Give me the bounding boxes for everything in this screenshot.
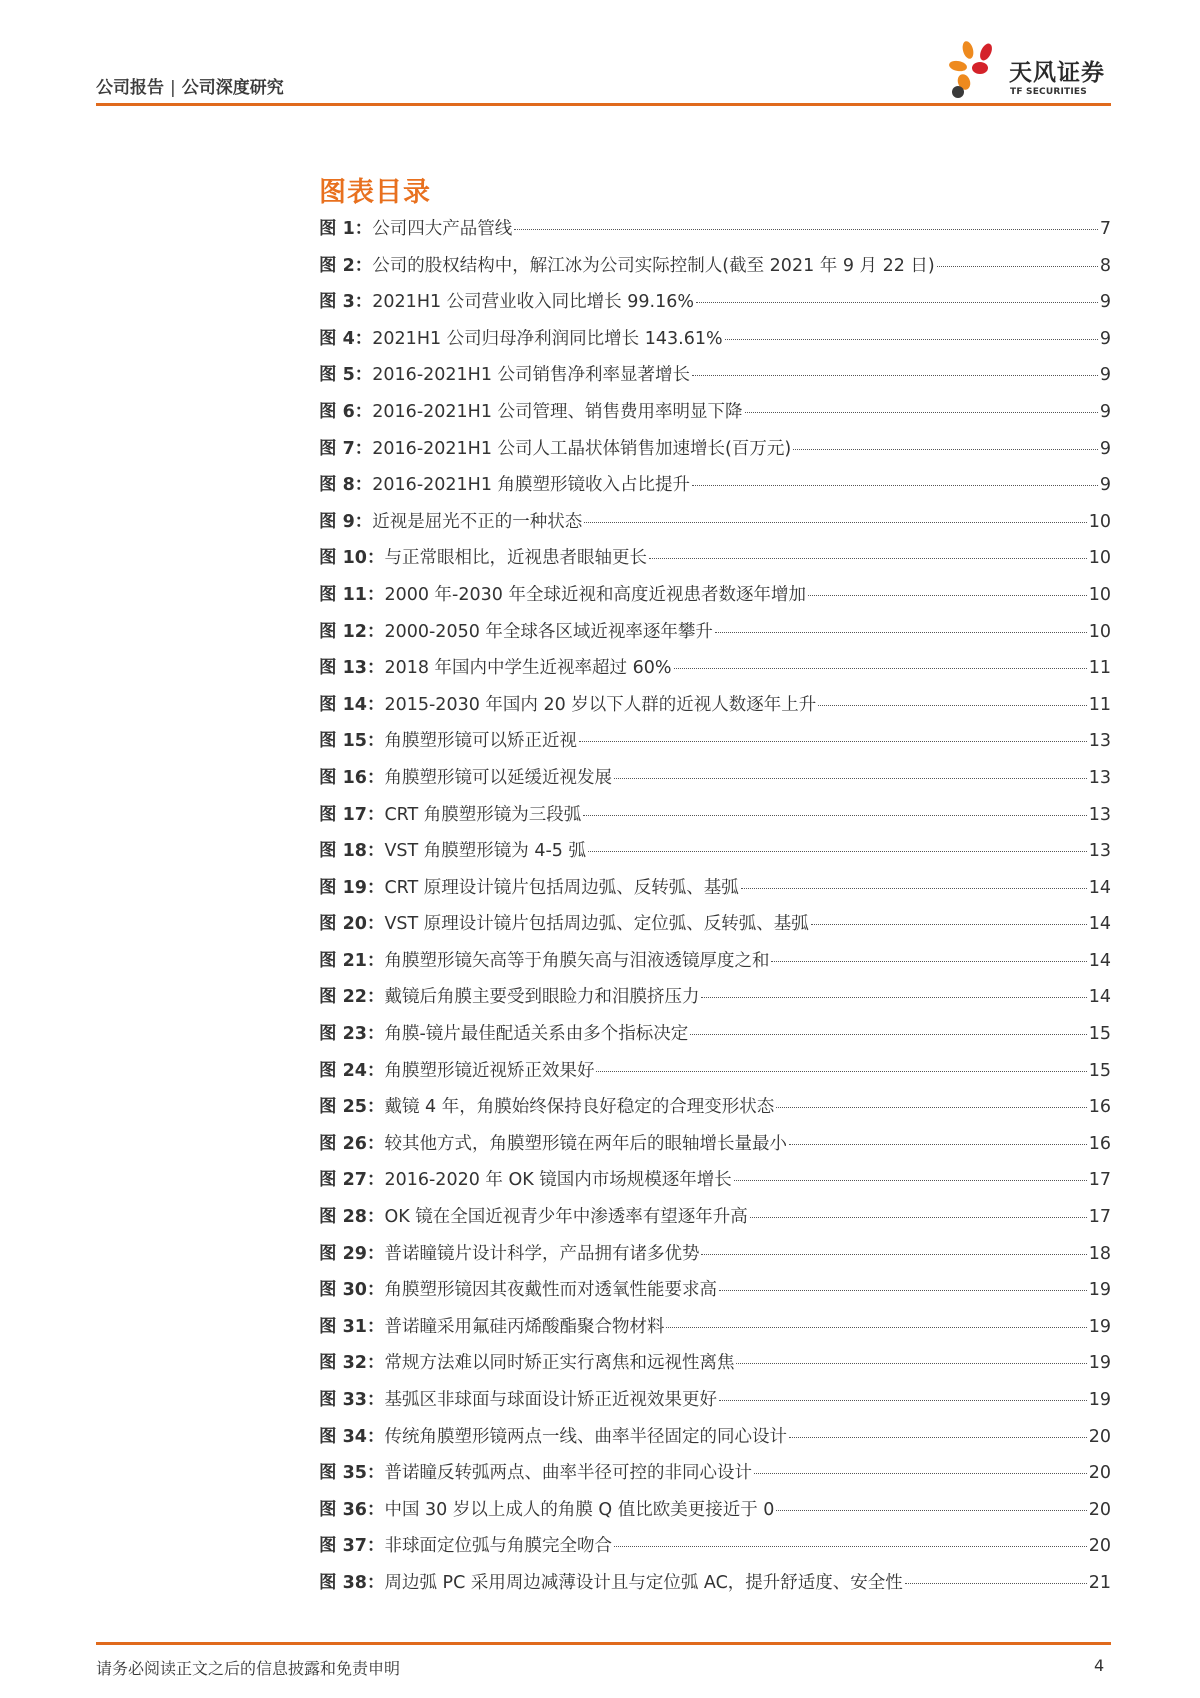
toc-entry[interactable] [319, 361, 1111, 398]
toc-entry-label: 图 20： [319, 914, 385, 935]
footer-divider [96, 1642, 1111, 1645]
toc-entry-page: 21 [1088, 1572, 1111, 1593]
toc-entry-page: 20 [1088, 1499, 1111, 1520]
toc-entry[interactable] [319, 1386, 1111, 1423]
toc-entry-page: 14 [1088, 877, 1111, 898]
toc-entry-title [319, 764, 612, 789]
toc-entry-page: 9 [1099, 438, 1111, 459]
toc-entry[interactable] [319, 1240, 1111, 1277]
toc-leader-dots [741, 888, 1087, 889]
toc-entry-title [319, 1569, 903, 1594]
toc-leader-dots [771, 961, 1086, 962]
toc-entry-text: 角膜塑形镜可以延缓近视发展 [384, 767, 612, 788]
toc-entry[interactable] [319, 837, 1111, 874]
toc-entry-page: 16 [1088, 1097, 1111, 1118]
toc-entry-title [319, 1093, 774, 1118]
toc-entry-page: 11 [1088, 694, 1111, 715]
toc-entry-page: 15 [1088, 1060, 1111, 1081]
toc-entry-page: 13 [1088, 804, 1111, 825]
toc-leader-dots [776, 1107, 1087, 1108]
toc-entry-title [319, 1166, 732, 1191]
toc-entry[interactable] [319, 1166, 1111, 1203]
toc-entry-title [319, 544, 647, 569]
toc-entry-label: 图 17： [319, 804, 385, 825]
toc-entry-page: 10 [1088, 621, 1111, 642]
toc-entry[interactable] [319, 947, 1111, 984]
toc-entry[interactable] [319, 801, 1111, 838]
toc-leader-dots [754, 1473, 1087, 1474]
toc-entry-text: 2015-2030 年国内 20 岁以下人群的近视人数逐年上升 [384, 694, 817, 715]
toc-entry-title [319, 1459, 752, 1484]
toc-entry[interactable] [319, 691, 1111, 728]
toc-entry-text: 较其他方式，角膜塑形镜在两年后的眼轴增长量最小 [384, 1133, 787, 1154]
toc-entry-label: 图 24： [319, 1060, 385, 1081]
toc-leader-dots [579, 741, 1087, 742]
toc-entry[interactable] [319, 1569, 1111, 1606]
toc-leader-dots [692, 485, 1098, 486]
toc-leader-dots [715, 632, 1087, 633]
toc-entry-text: 公司的股权结构中，解江冰为公司实际控制人(截至 2021 年 9 月 22 日) [372, 255, 935, 276]
toc-entry-text: 2016-2020 年 OK 镜国内市场规模逐年增长 [384, 1170, 732, 1191]
toc-entry-label: 图 13： [319, 658, 385, 679]
toc-leader-dots [696, 302, 1098, 303]
toc-entry-text: 角膜塑形镜矢高等于角膜矢高与泪液透镜厚度之和 [384, 950, 770, 971]
toc-entry-text: 传统角膜塑形镜两点一线、曲率半径固定的同心设计 [384, 1426, 787, 1447]
toc-entry-page: 20 [1088, 1463, 1111, 1484]
toc-entry-text: 2000-2050 年全球各区域近视率逐年攀升 [384, 621, 713, 642]
toc-entry-text: 中国 30 岁以上成人的角膜 Q 值比欧美更接近于 0 [384, 1499, 775, 1520]
toc-entry[interactable] [319, 1532, 1111, 1569]
toc-entry-label: 图 19： [319, 877, 385, 898]
toc-entry-text: 角膜塑形镜因其夜戴性而对透氧性能要求高 [384, 1280, 717, 1301]
toc-leader-dots [583, 815, 1086, 816]
toc-entry-label: 图 15： [319, 731, 385, 752]
report-subsection: 公司深度研究 [181, 78, 284, 98]
toc-entry-label: 图 9： [319, 511, 373, 532]
toc-entry-title [319, 215, 512, 240]
toc-entry-page: 11 [1088, 658, 1111, 679]
toc-entry[interactable] [319, 727, 1111, 764]
toc-entry-text: CRT 原理设计镜片包括周边弧、反转弧、基弧 [384, 877, 739, 898]
toc-entry-page: 9 [1099, 401, 1111, 422]
toc-entry[interactable] [319, 252, 1111, 289]
toc-entry-text: 2021H1 公司营业收入同比增长 99.16% [372, 292, 694, 313]
toc-entry-text: 2016-2021H1 公司销售净利率显著增长 [372, 365, 691, 386]
toc-entry-text: 2016-2021H1 公司管理、销售费用率明显下降 [372, 401, 743, 422]
toc-entry[interactable] [319, 1423, 1111, 1460]
toc-entry-text: 周边弧 PC 采用周边减薄设计且与定位弧 AC，提升舒适度、安全性 [384, 1572, 903, 1593]
toc-leader-dots [614, 1546, 1087, 1547]
toc-entry-title [319, 252, 935, 277]
toc-leader-dots [614, 778, 1087, 779]
toc-entry-page: 13 [1088, 731, 1111, 752]
toc-entry-title [319, 1496, 774, 1521]
toc-entry[interactable] [319, 1093, 1111, 1130]
toc-entry-title [319, 654, 672, 679]
toc-entry-text: 公司四大产品管线 [372, 219, 513, 239]
toc-entry-label: 图 1： [319, 219, 373, 239]
toc-entry[interactable] [319, 581, 1111, 618]
header-separator: | [170, 78, 176, 98]
toc-entry-text: 角膜-镜片最佳配适关系由多个指标决定 [384, 1024, 689, 1045]
toc-leader-dots [701, 997, 1086, 998]
toc-entry-title [319, 1386, 717, 1411]
toc-entry-label: 图 29： [319, 1243, 385, 1264]
toc-leader-dots [905, 1583, 1087, 1584]
toc-entry-text: VST 角膜塑形镜为 4-5 弧 [384, 841, 586, 862]
toc-leader-dots [701, 1254, 1086, 1255]
toc-entry-text: 2016-2021H1 角膜塑形镜收入占比提升 [372, 475, 691, 496]
toc-entry[interactable] [319, 544, 1111, 581]
toc-entry-page: 10 [1088, 584, 1111, 605]
toc-entry-page: 9 [1099, 328, 1111, 349]
toc-entry-page: 17 [1088, 1170, 1111, 1191]
toc-entry[interactable] [319, 1313, 1111, 1350]
toc-leader-dots [745, 412, 1098, 413]
toc-leader-dots [725, 339, 1098, 340]
toc-entry-title [319, 1130, 787, 1155]
toc-leader-dots [719, 1290, 1087, 1291]
toc-entry-title [319, 398, 743, 423]
toc-entry[interactable] [319, 508, 1111, 545]
toc-entry-title [319, 910, 809, 935]
toc-leader-dots [793, 449, 1098, 450]
toc-leader-dots [734, 1180, 1087, 1181]
toc-entry-title [319, 1057, 594, 1082]
toc-entry-title [319, 727, 577, 752]
toc-entry[interactable] [319, 1496, 1111, 1533]
toc-entry-label: 图 21： [319, 950, 385, 971]
toc-entry-title [319, 581, 806, 606]
toc-entry-label: 图 4： [319, 328, 373, 349]
toc-entry-title [319, 983, 699, 1008]
toc-entry-page: 10 [1088, 548, 1111, 569]
toc-entry-page: 18 [1088, 1243, 1111, 1264]
toc-leader-dots [808, 595, 1087, 596]
toc-entry-title [319, 1276, 717, 1301]
toc-entry[interactable] [319, 618, 1111, 655]
toc-entry-title [319, 471, 690, 496]
toc-entry-label: 图 26： [319, 1133, 385, 1154]
toc-entry-title [319, 325, 723, 350]
toc-entry[interactable] [319, 654, 1111, 691]
toc-entry-page: 8 [1099, 255, 1111, 276]
toc-entry-label: 图 33： [319, 1390, 385, 1410]
toc-entry-text: 角膜塑形镜近视矫正效果好 [384, 1060, 595, 1081]
toc-entry-title [319, 801, 581, 826]
toc-entry-page: 20 [1088, 1536, 1111, 1557]
toc-entry-page: 15 [1088, 1024, 1111, 1045]
toc-entry-text: 非球面定位弧与角膜完全吻合 [384, 1536, 612, 1557]
toc-entry-title [319, 947, 769, 972]
toc-entry-label: 图 10： [319, 548, 385, 569]
toc-entry[interactable] [319, 1203, 1111, 1240]
toc-entry-title [319, 1240, 699, 1265]
toc-entry-page: 19 [1088, 1353, 1111, 1374]
toc-leader-dots [674, 668, 1087, 669]
toc-entry-page: 14 [1088, 987, 1111, 1008]
toc-leader-dots [649, 558, 1087, 559]
toc-leader-dots [750, 1217, 1087, 1218]
toc-entry-title [319, 691, 816, 716]
toc-entry-text: OK 镜在全国近视青少年中渗透率有望逐年升高 [384, 1207, 748, 1228]
toc-entry-label: 图 14： [319, 694, 385, 715]
toc-entry-page: 17 [1088, 1207, 1111, 1228]
toc-leader-dots [584, 522, 1086, 523]
toc-entry-page: 19 [1088, 1390, 1111, 1410]
toc-entry-label: 图 31： [319, 1316, 385, 1337]
toc-entry-label: 图 35： [319, 1463, 385, 1484]
toc-leader-dots [937, 266, 1098, 267]
toc-entry[interactable] [319, 215, 1111, 252]
footer-disclaimer: 请务必阅读正文之后的信息披露和免责申明 [96, 1659, 401, 1678]
toc-entry-title [319, 288, 694, 313]
toc-entry[interactable] [319, 398, 1111, 435]
toc-entry-label: 图 7： [319, 438, 373, 459]
toc-entry-text: 2000 年-2030 年全球近视和高度近视患者数逐年增加 [384, 584, 806, 605]
toc-entry-text: 基弧区非球面与球面设计矫正近视效果更好 [384, 1390, 717, 1410]
toc-entry-label: 图 2： [319, 255, 373, 276]
toc-entry-text: 2016-2021H1 公司人工晶状体销售加速增长(百万元) [372, 438, 792, 459]
toc-title: 图表目录 [319, 177, 431, 208]
toc-entry-label: 图 28： [319, 1207, 385, 1228]
flower-logo-icon [946, 38, 1008, 100]
toc-entry-page: 13 [1088, 841, 1111, 862]
toc-entry-title [319, 1313, 664, 1338]
toc-entry-page: 14 [1088, 914, 1111, 935]
page-number: 4 [1094, 1656, 1105, 1675]
toc-entry-title [319, 361, 690, 386]
toc-entry[interactable] [319, 1130, 1111, 1167]
toc-entry-label: 图 22： [319, 987, 385, 1008]
toc-leader-dots [736, 1363, 1086, 1364]
toc-entry[interactable] [319, 874, 1111, 911]
toc-entry-label: 图 38： [319, 1572, 385, 1593]
toc-entry-page: 10 [1088, 511, 1111, 532]
toc-entry[interactable] [319, 983, 1111, 1020]
toc-entry-text: CRT 角膜塑形镜为三段弧 [384, 804, 582, 825]
toc-leader-dots [789, 1144, 1087, 1145]
toc-leader-dots [666, 1327, 1086, 1328]
report-section: 公司报告 [96, 78, 164, 98]
toc-entry-label: 图 3： [319, 292, 373, 313]
toc-entry[interactable] [319, 910, 1111, 947]
toc-entry-title [319, 1532, 612, 1557]
toc-entry[interactable] [319, 325, 1111, 362]
company-logo [946, 38, 1116, 102]
toc-entry-title [319, 508, 582, 533]
toc-entry[interactable] [319, 435, 1111, 472]
toc-entry-page: 9 [1099, 292, 1111, 313]
toc-entry-page: 13 [1088, 767, 1111, 788]
toc-leader-dots [588, 851, 1087, 852]
logo-english-name: TF SECURITIES [1010, 87, 1087, 97]
toc-entry-text: 2021H1 公司归母净利润同比增长 143.61% [372, 328, 723, 349]
toc-entry-text: 戴镜后角膜主要受到眼睑力和泪膜挤压力 [384, 987, 700, 1008]
toc-entry-text: VST 原理设计镜片包括周边弧、定位弧、反转弧、基弧 [384, 914, 809, 935]
toc-entry-label: 图 18： [319, 841, 385, 862]
toc-entry-text: 戴镜 4 年，角膜始终保持良好稳定的合理变形状态 [384, 1097, 775, 1118]
toc-entry[interactable] [319, 764, 1111, 801]
toc-entry-title [319, 435, 791, 460]
toc-entry-label: 图 30： [319, 1280, 385, 1301]
table-of-figures [319, 215, 1111, 1606]
toc-entry-title [319, 618, 713, 643]
toc-entry-text: 近视是屈光不正的一种状态 [372, 511, 583, 532]
toc-entry-page: 7 [1099, 219, 1111, 239]
toc-leader-dots [818, 705, 1086, 706]
toc-leader-dots [789, 1437, 1087, 1438]
toc-entry-page: 14 [1088, 950, 1111, 971]
toc-entry-text: 常规方法难以同时矫正实行离焦和远视性离焦 [384, 1353, 735, 1374]
toc-leader-dots [811, 924, 1087, 925]
toc-entry-page: 9 [1099, 475, 1111, 496]
toc-entry[interactable] [319, 1276, 1111, 1313]
toc-entry-page: 20 [1088, 1426, 1111, 1447]
toc-entry-text: 普诺瞳采用氟硅丙烯酸酯聚合物材料 [384, 1316, 665, 1337]
toc-entry-text: 角膜塑形镜可以矫正近视 [384, 731, 577, 752]
toc-entry-title [319, 837, 586, 862]
toc-entry-label: 图 34： [319, 1426, 385, 1447]
report-header [96, 73, 284, 98]
toc-entry-page: 9 [1099, 365, 1111, 386]
toc-entry-label: 图 25： [319, 1097, 385, 1118]
toc-leader-dots [690, 1034, 1086, 1035]
toc-entry-label: 图 32： [319, 1353, 385, 1374]
toc-leader-dots [596, 1071, 1086, 1072]
toc-entry-text: 普诺瞳反转弧两点、曲率半径可控的非同心设计 [384, 1463, 752, 1484]
toc-entry[interactable] [319, 1349, 1111, 1386]
toc-entry-label: 图 37： [319, 1536, 385, 1557]
toc-leader-dots [692, 375, 1098, 376]
toc-entry-page: 16 [1088, 1133, 1111, 1154]
toc-entry-label: 图 36： [319, 1499, 385, 1520]
toc-entry-title [319, 1423, 787, 1448]
toc-entry-label: 图 12： [319, 621, 385, 642]
toc-entry[interactable] [319, 1459, 1111, 1496]
toc-entry-label: 图 8： [319, 475, 373, 496]
toc-entry-label: 图 5： [319, 365, 373, 386]
toc-entry-title [319, 874, 739, 899]
header-divider [96, 103, 1111, 106]
toc-entry-label: 图 6： [319, 401, 373, 422]
toc-entry-text: 2018 年国内中学生近视率超过 60% [384, 658, 672, 679]
toc-entry-title [319, 1349, 734, 1374]
logo-chinese-name: 天风证券 [1009, 60, 1105, 86]
toc-entry-label: 图 11： [319, 584, 385, 605]
toc-leader-dots [719, 1400, 1087, 1401]
toc-entry-label: 图 27： [319, 1170, 385, 1191]
toc-entry-page: 19 [1088, 1280, 1111, 1301]
toc-entry-label: 图 23： [319, 1024, 385, 1045]
toc-entry[interactable] [319, 1057, 1111, 1094]
toc-entry-text: 普诺瞳镜片设计科学，产品拥有诸多优势 [384, 1243, 700, 1264]
toc-entry-text: 与正常眼相比，近视患者眼轴更长 [384, 548, 647, 569]
toc-entry-title [319, 1020, 688, 1045]
toc-leader-dots [514, 229, 1098, 230]
toc-entry-label: 图 16： [319, 767, 385, 788]
toc-entry-title [319, 1203, 748, 1228]
toc-entry[interactable] [319, 288, 1111, 325]
toc-entry-page: 19 [1088, 1316, 1111, 1337]
toc-entry[interactable] [319, 471, 1111, 508]
toc-entry[interactable] [319, 1020, 1111, 1057]
toc-leader-dots [776, 1510, 1086, 1511]
